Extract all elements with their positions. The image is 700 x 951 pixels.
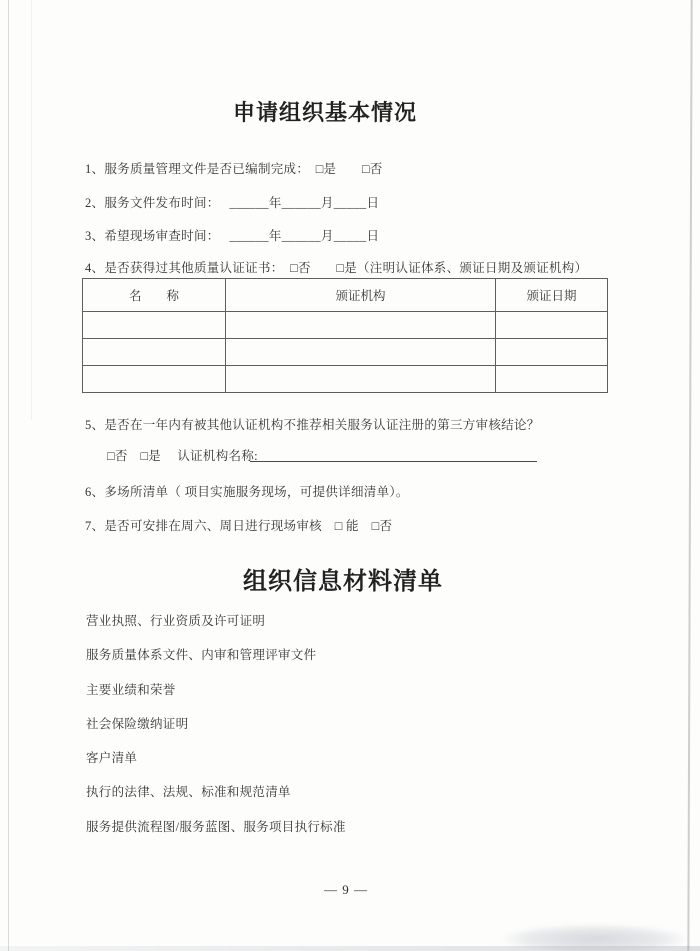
scan-edge-line-left-faint: [31, 0, 32, 420]
cert-table-cell: [226, 366, 496, 393]
question-6-multi-site-list: 6、多场所清单（ 项目实施服务现场，可提供详细清单）。: [85, 485, 409, 499]
question-3-audit-date: 3、希望现场审查时间： ______年______月_____日: [85, 229, 380, 243]
cert-table-row: [83, 366, 608, 393]
material-item-customer-list: 客户清单: [86, 751, 138, 765]
section-title-basic-info: 申请组织基本情况: [233, 99, 418, 125]
scan-edge-line-right: [687, 0, 692, 951]
page-number: — 9 —: [324, 882, 368, 897]
cert-table-cell: [496, 339, 608, 366]
cert-table-cell: [496, 366, 608, 393]
cert-table-row: [83, 312, 608, 339]
section-title-materials-list: 组织信息材料清单: [243, 569, 443, 596]
question-5-org-name-blank: [250, 461, 537, 462]
scan-edge-line-left: [8, 0, 9, 951]
cert-table-header-name: 名 称: [83, 279, 226, 312]
cert-table-row: [83, 339, 608, 366]
cert-table-header-row: [83, 279, 608, 312]
material-item-service-flowchart: 服务提供流程图/服务蓝图、服务项目执行标准: [86, 820, 346, 834]
question-4-other-certs: 4、是否获得过其他质量认证证书： □否 □是（注明认证体系、颁证日期及颁证机构）: [85, 261, 588, 275]
material-item-achievements: 主要业绩和荣誉: [86, 683, 176, 697]
question-7-weekend-audit: 7、是否可安排在周六、周日进行现场审核 □ 能 □否: [85, 519, 393, 533]
question-1-doc-complete: 1、服务质量管理文件是否已编制完成： □是 □否: [85, 162, 383, 176]
material-item-business-license: 营业执照、行业资质及许可证明: [86, 614, 266, 628]
cert-table-cell: [83, 366, 226, 393]
cert-table-cell: [496, 312, 608, 339]
material-item-quality-system-docs: 服务质量体系文件、内审和管理评审文件: [86, 648, 317, 662]
cert-table-cell: [83, 339, 226, 366]
question-2-publish-date: 2、服务文件发布时间： ______年______月_____日: [85, 196, 380, 210]
cert-table: [82, 278, 608, 393]
cert-table-cell: [226, 312, 496, 339]
question-5-options: □否 □是 认证机构名称:: [107, 449, 258, 463]
material-item-social-insurance: 社会保险缴纳证明: [86, 717, 189, 731]
question-5-third-party-conclusion: 5、是否在一年内有被其他认证机构不推荐相关服务认证注册的第三方审核结论？: [85, 418, 540, 432]
cert-table-cell: [226, 339, 496, 366]
scan-shadow-bottom: [0, 946, 700, 951]
cert-table-header-org: 颁证机构: [226, 279, 496, 312]
cert-table-header-date: 颁证日期: [496, 279, 608, 312]
cert-table-cell: [83, 312, 226, 339]
material-item-laws-standards: 执行的法律、法规、标准和规范清单: [86, 785, 291, 799]
